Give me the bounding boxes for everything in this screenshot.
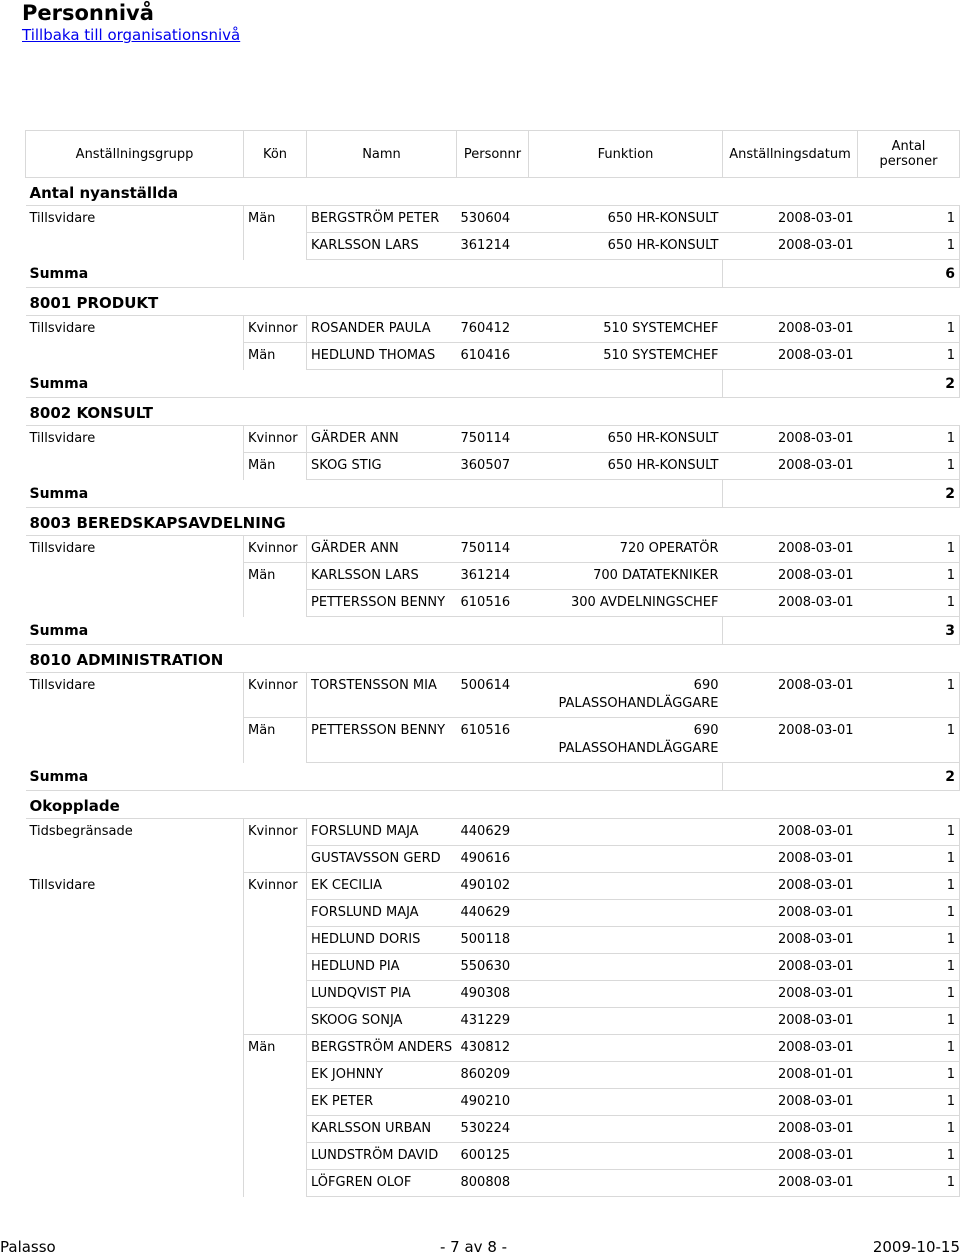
- cell-personnr: 600125: [457, 1143, 529, 1170]
- cell-antal: 1: [858, 1116, 960, 1143]
- cell-datum: 2008-03-01: [723, 981, 858, 1008]
- cell-funktion: 510 SYSTEMCHEF: [529, 343, 723, 370]
- cell-funktion: [529, 981, 723, 1008]
- summary-gap: [723, 763, 858, 791]
- cell-namn: GÄRDER ANN: [307, 426, 457, 453]
- cell-kon: Män: [244, 453, 307, 480]
- table-row: [26, 1008, 960, 1035]
- cell-kon: [244, 1062, 307, 1089]
- summary-row: [26, 617, 960, 645]
- cell-datum: 2008-03-01: [723, 563, 858, 590]
- cell-namn: EK PETER: [307, 1089, 457, 1116]
- cell-personnr: 440629: [457, 900, 529, 927]
- cell-datum: 2008-03-01: [723, 873, 858, 900]
- cell-funktion: [529, 1035, 723, 1062]
- cell-kon: [244, 1170, 307, 1197]
- cell-funktion: [529, 1062, 723, 1089]
- cell-datum: 2008-03-01: [723, 1143, 858, 1170]
- section-header-row: [26, 178, 960, 206]
- cell-funktion: 650 HR-KONSULT: [529, 206, 723, 233]
- summary-value: 2: [858, 480, 960, 508]
- table-row: [26, 819, 960, 846]
- cell-funktion: 650 HR-KONSULT: [529, 453, 723, 480]
- cell-personnr: 490102: [457, 873, 529, 900]
- cell-namn: FORSLUND MAJA: [307, 900, 457, 927]
- section-header-row: [26, 791, 960, 819]
- cell-namn: ROSANDER PAULA: [307, 316, 457, 343]
- cell-antal: 1: [858, 900, 960, 927]
- section-title: 8002 KONSULT: [26, 398, 960, 426]
- cell-kon: Kvinnor: [244, 873, 307, 900]
- table-row: [26, 900, 960, 927]
- cell-namn: GUSTAVSSON GERD: [307, 846, 457, 873]
- cell-namn: LÖFGREN OLOF: [307, 1170, 457, 1197]
- cell-namn: BERGSTRÖM PETER: [307, 206, 457, 233]
- cell-funktion: 720 OPERATÖR: [529, 536, 723, 563]
- cell-namn: HEDLUND THOMAS: [307, 343, 457, 370]
- cell-kon: Män: [244, 343, 307, 370]
- cell-datum: 2008-03-01: [723, 1089, 858, 1116]
- summary-value: 2: [858, 370, 960, 398]
- column-header: Funktion: [529, 131, 723, 178]
- cell-funktion: [529, 1170, 723, 1197]
- table-row: [26, 206, 960, 233]
- summary-row: [26, 763, 960, 791]
- summary-gap: [723, 617, 858, 645]
- cell-datum: 2008-03-01: [723, 316, 858, 343]
- cell-namn: KARLSSON URBAN: [307, 1116, 457, 1143]
- cell-namn: HEDLUND PIA: [307, 954, 457, 981]
- cell-personnr: 760412: [457, 316, 529, 343]
- summary-row: [26, 260, 960, 288]
- cell-personnr: 490210: [457, 1089, 529, 1116]
- cell-funktion: 700 DATATEKNIKER: [529, 563, 723, 590]
- cell-personnr: 360507: [457, 453, 529, 480]
- cell-datum: 2008-03-01: [723, 927, 858, 954]
- cell-personnr: 550630: [457, 954, 529, 981]
- cell-datum: 2008-03-01: [723, 1008, 858, 1035]
- cell-kon: [244, 1143, 307, 1170]
- cell-personnr: 490616: [457, 846, 529, 873]
- table-row: [26, 563, 960, 590]
- personnel-table: [25, 130, 960, 1197]
- cell-kon: [244, 1089, 307, 1116]
- cell-funktion: [529, 954, 723, 981]
- cell-antal: 1: [858, 1035, 960, 1062]
- cell-kon: [244, 927, 307, 954]
- cell-personnr: 860209: [457, 1062, 529, 1089]
- cell-antal: 1: [858, 873, 960, 900]
- cell-namn: GÄRDER ANN: [307, 536, 457, 563]
- cell-namn: FORSLUND MAJA: [307, 819, 457, 846]
- cell-namn: KARLSSON LARS: [307, 563, 457, 590]
- back-to-organisation-link[interactable]: Tillbaka till organisationsnivå: [22, 26, 241, 44]
- cell-datum: 2008-03-01: [723, 1035, 858, 1062]
- cell-grupp: [26, 563, 244, 590]
- cell-datum: 2008-03-01: [723, 718, 858, 763]
- cell-personnr: 430812: [457, 1035, 529, 1062]
- cell-personnr: 750114: [457, 536, 529, 563]
- cell-kon: Män: [244, 1035, 307, 1062]
- cell-datum: 2008-03-01: [723, 846, 858, 873]
- cell-grupp: Tillsvidare: [29, 678, 96, 693]
- summary-value: 2: [858, 763, 960, 791]
- table-row: [26, 1089, 960, 1116]
- column-header: Namn: [307, 131, 457, 178]
- cell-namn: LUNDQVIST PIA: [307, 981, 457, 1008]
- cell-datum: 2008-03-01: [723, 536, 858, 563]
- cell-funktion: [529, 1143, 723, 1170]
- cell-personnr: 500118: [457, 927, 529, 954]
- cell-grupp: Tillsvidare: [29, 431, 96, 446]
- cell-namn: PETTERSSON BENNY: [307, 590, 457, 617]
- page-title: Personnivå: [22, 1, 154, 25]
- page-footer: [0, 1238, 960, 1257]
- cell-personnr: 500614: [457, 673, 529, 718]
- cell-namn: SKOOG SONJA: [307, 1008, 457, 1035]
- cell-kon: [244, 981, 307, 1008]
- cell-datum: 2008-03-01: [723, 954, 858, 981]
- section-title: 8010 ADMINISTRATION: [26, 645, 960, 673]
- summary-gap: [723, 480, 858, 508]
- cell-kon: [244, 954, 307, 981]
- cell-personnr: 361214: [457, 233, 529, 260]
- cell-namn: HEDLUND DORIS: [307, 927, 457, 954]
- summary-value: 3: [858, 617, 960, 645]
- cell-funktion: [529, 1089, 723, 1116]
- table-body: [26, 178, 960, 1197]
- table-header-row: [26, 131, 960, 178]
- cell-antal: 1: [858, 316, 960, 343]
- cell-funktion: [529, 927, 723, 954]
- summary-label: Summa: [26, 370, 723, 398]
- cell-datum: 2008-03-01: [723, 233, 858, 260]
- cell-grupp: [26, 1008, 244, 1035]
- column-header: Antal personer: [858, 131, 960, 178]
- cell-funktion: 650 HR-KONSULT: [529, 426, 723, 453]
- cell-personnr: 361214: [457, 563, 529, 590]
- summary-gap: [723, 260, 858, 288]
- cell-kon: Kvinnor: [244, 536, 307, 563]
- table-row: [26, 673, 960, 718]
- section-title: Antal nyanställda: [26, 178, 960, 206]
- cell-antal: 1: [858, 819, 960, 846]
- summary-row: [26, 480, 960, 508]
- cell-personnr: 431229: [457, 1008, 529, 1035]
- cell-grupp: [26, 1116, 244, 1143]
- section-header-row: [26, 288, 960, 316]
- cell-antal: 1: [858, 927, 960, 954]
- cell-kon: [244, 590, 307, 617]
- summary-label: Summa: [26, 617, 723, 645]
- column-header: Personnr: [457, 131, 529, 178]
- cell-grupp: [26, 233, 244, 260]
- cell-kon: Kvinnor: [244, 426, 307, 453]
- cell-funktion: 650 HR-KONSULT: [529, 233, 723, 260]
- table-row: [26, 1062, 960, 1089]
- cell-kon: Män: [244, 563, 307, 590]
- cell-kon: Män: [244, 206, 307, 233]
- cell-namn: SKOG STIG: [307, 453, 457, 480]
- cell-antal: 1: [858, 563, 960, 590]
- footer-date: 2009-10-15: [872, 1238, 960, 1256]
- cell-grupp: [26, 954, 244, 981]
- summary-value: 6: [858, 260, 960, 288]
- cell-antal: 1: [858, 673, 960, 718]
- cell-namn: KARLSSON LARS: [307, 233, 457, 260]
- cell-kon: Män: [244, 718, 307, 763]
- cell-kon: [244, 233, 307, 260]
- cell-datum: 2008-01-01: [723, 1062, 858, 1089]
- cell-datum: 2008-03-01: [723, 819, 858, 846]
- cell-grupp: [26, 1143, 244, 1170]
- cell-antal: 1: [858, 846, 960, 873]
- cell-grupp: [26, 718, 244, 763]
- footer-left: Palasso: [0, 1238, 56, 1256]
- cell-datum: 2008-03-01: [723, 673, 858, 718]
- footer-page-number: - 7 av 8 -: [440, 1238, 508, 1256]
- cell-grupp: [26, 1035, 244, 1062]
- cell-kon: [244, 900, 307, 927]
- table-row: [26, 453, 960, 480]
- cell-personnr: 610516: [457, 718, 529, 763]
- cell-antal: 1: [858, 233, 960, 260]
- table-row: [26, 1035, 960, 1062]
- table-row: [26, 1116, 960, 1143]
- cell-grupp: [26, 900, 244, 927]
- cell-funktion: 300 AVDELNINGSCHEF: [529, 590, 723, 617]
- table-row: [26, 873, 960, 900]
- table-row: [26, 954, 960, 981]
- cell-antal: 1: [858, 1170, 960, 1197]
- cell-funktion: [529, 900, 723, 927]
- cell-kon: [244, 1116, 307, 1143]
- cell-grupp: [26, 453, 244, 480]
- cell-antal: 1: [858, 590, 960, 617]
- summary-label: Summa: [26, 480, 723, 508]
- table-row: [26, 718, 960, 763]
- cell-funktion: [529, 1116, 723, 1143]
- table-row: [26, 343, 960, 370]
- cell-kon: Kvinnor: [244, 819, 307, 846]
- cell-personnr: 440629: [457, 819, 529, 846]
- cell-antal: 1: [858, 1089, 960, 1116]
- table-row: [26, 846, 960, 873]
- cell-datum: 2008-03-01: [723, 590, 858, 617]
- cell-grupp: [26, 343, 244, 370]
- cell-grupp: [26, 1089, 244, 1116]
- cell-antal: 1: [858, 1143, 960, 1170]
- cell-antal: 1: [858, 718, 960, 763]
- cell-personnr: 750114: [457, 426, 529, 453]
- cell-datum: 2008-03-01: [723, 1116, 858, 1143]
- cell-funktion: 510 SYSTEMCHEF: [529, 316, 723, 343]
- cell-namn: TORSTENSSON MIA: [307, 673, 457, 718]
- table-row: [26, 233, 960, 260]
- cell-personnr: 530604: [457, 206, 529, 233]
- cell-datum: 2008-03-01: [723, 1170, 858, 1197]
- cell-antal: 1: [858, 1008, 960, 1035]
- cell-namn: EK JOHNNY: [307, 1062, 457, 1089]
- summary-label: Summa: [26, 260, 723, 288]
- cell-personnr: 490308: [457, 981, 529, 1008]
- cell-funktion: [529, 873, 723, 900]
- cell-grupp: Tillsvidare: [29, 877, 96, 893]
- section-title: Okopplade: [26, 791, 960, 819]
- table-row: [26, 1170, 960, 1197]
- table-row: [26, 590, 960, 617]
- cell-datum: 2008-03-01: [723, 206, 858, 233]
- cell-namn: LUNDSTRÖM DAVID: [307, 1143, 457, 1170]
- cell-grupp: Tidsbegränsade: [29, 824, 133, 839]
- cell-antal: 1: [858, 343, 960, 370]
- cell-antal: 1: [858, 426, 960, 453]
- cell-namn: PETTERSSON BENNY: [307, 718, 457, 763]
- table-row: [26, 1143, 960, 1170]
- cell-antal: 1: [858, 536, 960, 563]
- column-header: Anställningsgrupp: [26, 131, 244, 178]
- cell-grupp: [26, 981, 244, 1008]
- cell-grupp: Tillsvidare: [29, 211, 96, 226]
- cell-grupp: [26, 846, 244, 873]
- cell-personnr: 800808: [457, 1170, 529, 1197]
- cell-antal: 1: [858, 981, 960, 1008]
- section-title: 8001 PRODUKT: [26, 288, 960, 316]
- cell-datum: 2008-03-01: [723, 426, 858, 453]
- cell-antal: 1: [858, 206, 960, 233]
- cell-funktion: 690 PALASSOHANDLÄGGARE: [529, 673, 723, 718]
- cell-personnr: 610516: [457, 590, 529, 617]
- cell-kon: Kvinnor: [244, 673, 307, 718]
- column-header: Anställningsdatum: [723, 131, 858, 178]
- table-row: [26, 981, 960, 1008]
- cell-datum: 2008-03-01: [723, 343, 858, 370]
- cell-grupp: [26, 590, 244, 617]
- cell-personnr: 530224: [457, 1116, 529, 1143]
- cell-grupp: Tillsvidare: [29, 541, 96, 556]
- cell-grupp: Tillsvidare: [29, 321, 96, 336]
- cell-grupp: [26, 927, 244, 954]
- cell-kon: Kvinnor: [244, 316, 307, 343]
- cell-antal: 1: [858, 1062, 960, 1089]
- cell-datum: 2008-03-01: [723, 900, 858, 927]
- cell-grupp: [26, 1170, 244, 1197]
- summary-row: [26, 370, 960, 398]
- section-header-row: [26, 645, 960, 673]
- cell-grupp: [26, 1062, 244, 1089]
- table-row: [26, 536, 960, 563]
- table-row: [26, 927, 960, 954]
- section-header-row: [26, 508, 960, 536]
- cell-kon: [244, 1008, 307, 1035]
- cell-namn: EK CECILIA: [307, 873, 457, 900]
- cell-antal: 1: [858, 453, 960, 480]
- column-header: Kön: [244, 131, 307, 178]
- cell-kon: [244, 846, 307, 873]
- cell-funktion: [529, 819, 723, 846]
- cell-funktion: [529, 1008, 723, 1035]
- cell-personnr: 610416: [457, 343, 529, 370]
- section-title: 8003 BEREDSKAPSAVDELNING: [26, 508, 960, 536]
- table-row: [26, 426, 960, 453]
- cell-funktion: [529, 846, 723, 873]
- cell-antal: 1: [858, 954, 960, 981]
- cell-datum: 2008-03-01: [723, 453, 858, 480]
- summary-label: Summa: [26, 763, 723, 791]
- table-row: [26, 316, 960, 343]
- cell-funktion: 690 PALASSOHANDLÄGGARE: [529, 718, 723, 763]
- section-header-row: [26, 398, 960, 426]
- cell-namn: BERGSTRÖM ANDERS: [307, 1035, 457, 1062]
- summary-gap: [723, 370, 858, 398]
